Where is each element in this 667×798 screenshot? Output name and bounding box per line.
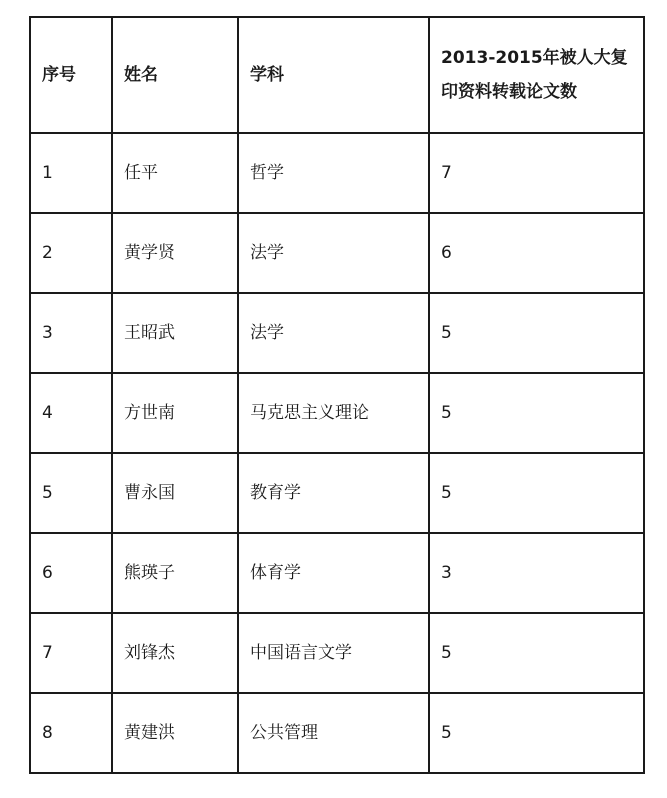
header-name: 姓名 xyxy=(112,17,238,133)
table-row xyxy=(30,613,644,693)
table-row xyxy=(30,213,644,293)
cell-name: 黄学贤 xyxy=(112,213,238,293)
cell-name: 任平 xyxy=(112,133,238,213)
table-row xyxy=(30,373,644,453)
cell-discipline: 法学 xyxy=(238,213,429,293)
cell-reprint-count: 3 xyxy=(429,533,644,613)
cell-discipline: 中国语言文学 xyxy=(238,613,429,693)
cell-name: 王昭武 xyxy=(112,293,238,373)
cell-index: 2 xyxy=(30,213,112,293)
table-header-row xyxy=(30,17,644,133)
cell-reprint-count: 7 xyxy=(429,133,644,213)
cell-reprint-count: 5 xyxy=(429,613,644,693)
cell-discipline: 公共管理 xyxy=(238,693,429,773)
cell-discipline: 体育学 xyxy=(238,533,429,613)
cell-index: 8 xyxy=(30,693,112,773)
table-body xyxy=(30,133,644,773)
table-row xyxy=(30,293,644,373)
cell-reprint-count: 5 xyxy=(429,693,644,773)
cell-name: 黄建洪 xyxy=(112,693,238,773)
cell-name: 方世南 xyxy=(112,373,238,453)
cell-discipline: 哲学 xyxy=(238,133,429,213)
cell-name: 刘锋杰 xyxy=(112,613,238,693)
table-row xyxy=(30,453,644,533)
cell-reprint-count: 5 xyxy=(429,293,644,373)
cell-discipline: 法学 xyxy=(238,293,429,373)
cell-index: 7 xyxy=(30,613,112,693)
data-table xyxy=(29,16,645,774)
cell-name: 曹永国 xyxy=(112,453,238,533)
cell-index: 4 xyxy=(30,373,112,453)
cell-index: 1 xyxy=(30,133,112,213)
table-row xyxy=(30,533,644,613)
table-row xyxy=(30,133,644,213)
cell-name: 熊瑛子 xyxy=(112,533,238,613)
cell-discipline: 马克思主义理论 xyxy=(238,373,429,453)
cell-discipline: 教育学 xyxy=(238,453,429,533)
cell-reprint-count: 5 xyxy=(429,453,644,533)
cell-reprint-count: 6 xyxy=(429,213,644,293)
header-index: 序号 xyxy=(30,17,112,133)
table-row xyxy=(30,693,644,773)
cell-reprint-count: 5 xyxy=(429,373,644,453)
header-discipline: 学科 xyxy=(238,17,429,133)
cell-index: 3 xyxy=(30,293,112,373)
cell-index: 5 xyxy=(30,453,112,533)
header-reprint-count: 2013-2015年被人大复印资料转载论文数 xyxy=(429,17,644,133)
cell-index: 6 xyxy=(30,533,112,613)
